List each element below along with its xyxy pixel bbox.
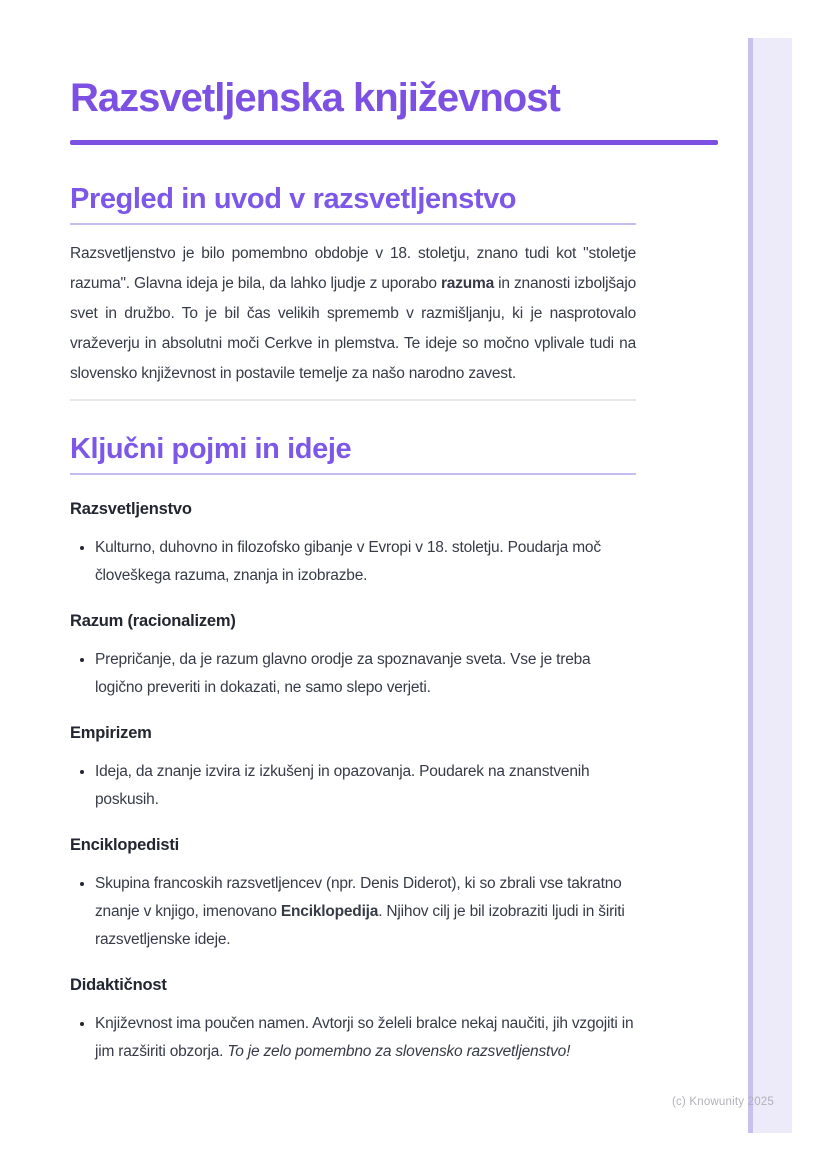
bullet-item: • Ideja, da znanje izvira iz izkušenj in opazovanja. Poudarek na znanstvenih poskusih. — [95, 758, 636, 814]
heading-underline-rule — [70, 473, 636, 475]
term-empirizem: Empirizem — [70, 724, 152, 742]
term-didakticnost: Didaktičnost — [70, 976, 167, 994]
bullet-item: • Književnost ima poučen namen. Avtorji so želeli bralce nekaj naučiti, jih vzgojiti in jim razširiti obzorja. To je zelo pomembno za slovensko razsvetljenstvo! — [95, 1010, 636, 1066]
bullet-item: • Skupina francoskih razsvetljencev (npr. Denis Diderot), ki so zbrali vse takratno znanje v knjigo, imenovano Enciklopedija. Njihov cilj je bil izobraziti ljudi in širiti razsvetljenske ideje. — [95, 870, 636, 954]
term-bullet-list — [70, 870, 636, 954]
section-key-concepts — [70, 431, 636, 1066]
bullet-item: • Kulturno, duhovno in filozofsko gibanje v Evropi v 18. stoletju. Poudarja moč človeškega razuma, znanja in izobrazbe. — [95, 534, 636, 590]
term-bullet-list — [70, 1010, 636, 1066]
heading-underline-rule — [70, 223, 636, 225]
bullet-item: • Prepričanje, da je razum glavno orodje za spoznavanje sveta. Vse je treba logično preveriti in dokazati, ne samo slepo verjeti. — [95, 646, 636, 702]
term-bullet-list — [70, 758, 636, 814]
term-bullet-list — [70, 646, 636, 702]
section-heading-key-concepts: Ključni pojmi in ideje — [70, 433, 352, 465]
page-title: Razsvetljenska književnost — [70, 76, 560, 120]
section-heading-overview: Pregled in uvod v razsvetljenstvo — [70, 183, 517, 215]
watermark-text: (c) Knowunity 2025 — [671, 1096, 774, 1108]
page-edge-strip — [748, 38, 792, 1133]
term-razsvetljenstvo: Razsvetljenstvo — [70, 500, 192, 518]
section-divider — [70, 399, 636, 401]
term-bullet-list — [70, 534, 636, 590]
title-underline-rule — [70, 140, 718, 145]
term-enciklopedisti: Enciklopedisti — [70, 836, 180, 854]
document-content — [70, 0, 636, 1066]
intro-paragraph: Razsvetljenstvo je bilo pomembno obdobje v 18. stoletju, znano tudi kot "stoletje razuma". Glavna ideja je bila, da lahko ljudje z uporabo razuma in znanosti izboljšajo svet in družbo. To je bil čas velikih sprememb v razmišljanju, ki je nasprotovalo vraževerju in absolutni moči Cerkve in plemstva. Te ideje so močno vplivale tudi na slovensko književnost in postavile temelje za našo narodno zavest. — [70, 245, 636, 382]
section-overview — [70, 181, 636, 389]
term-razum-racionalizem: Razum (racionalizem) — [70, 612, 236, 630]
